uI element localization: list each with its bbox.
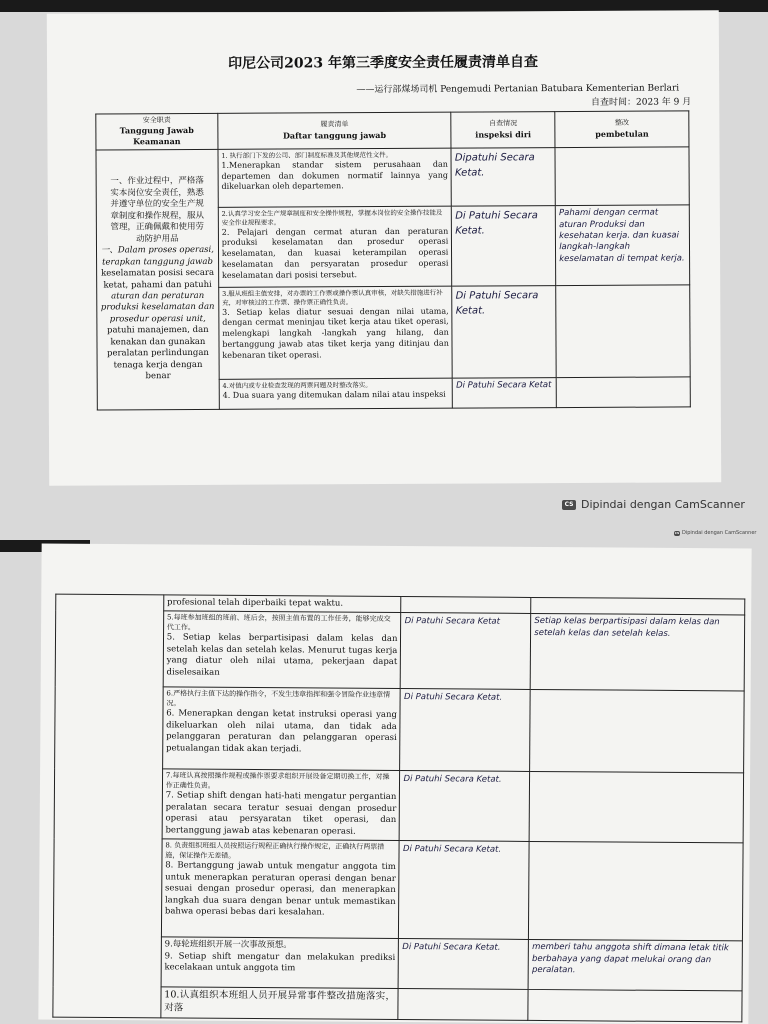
self-inspection-cell: Di Patuhi Secara Ketat.	[452, 286, 556, 379]
correction-cell	[556, 285, 690, 378]
self-inspection-cell: Di Patuhi Secara Ketat.	[399, 841, 529, 940]
task-cell: 10.认真组织本班组人员开展异常事件整改措施落实，对落	[161, 987, 399, 1019]
task-cell: 6.严格执行主值下达的操作指令，不发生违章指挥和强令冒险作业违章情况。 6. Menerapkan dengan ketat instruksi operasi yang dikeluarkan oleh nilai utama, dan tidak ada pelanggaran peraturan dan pelanggaran operasi petualangan tidak akan terjadi.	[162, 687, 400, 771]
correction-cell	[556, 377, 690, 408]
camscanner-icon: CS	[562, 500, 576, 510]
responsibility-table-continued	[52, 594, 745, 1023]
self-inspection-cell	[401, 597, 531, 614]
correction-cell	[529, 772, 743, 843]
self-inspection-cell: Di Patuhi Secara Ketat	[401, 613, 531, 690]
self-inspection-cell: Di Patuhi Secara Ketat.	[400, 771, 530, 842]
correction-cell	[555, 147, 689, 206]
task-cell: 7.每班认真按照操作规程或操作票要求组织开展设备定期切换工作，对操作正确性负责。 7. Setiap shift dengan hati-hati mengatur pergantian peralatan secara teratur sesuai dengan prosedur operasi atau persyaratan tiket operasi, dan bertanggung jawab atas kebenaran operasi.	[162, 769, 400, 840]
correction-cell: Setiap kelas berpartisipasi dalam kelas dan setelah kelas dan setelah kelas.	[530, 614, 744, 691]
self-inspection-cell: Di Patuhi Secara Ketat.	[400, 689, 530, 772]
document-title: 印尼公司2023 年第三季度安全责任履责清单自查	[228, 54, 538, 72]
correction-cell: memberi tahu anggota shift dimana letak titik berbahaya yang dapat melukai orang dan peralatan.	[528, 940, 742, 991]
task-cell: 8. 负责组织班组人员按照运行规程正确执行操作规定，正确执行两票措施，保证操作无差错。 8. Bertanggung jawab untuk mengatur anggota tim untuk menerapkan peraturan operasi dengan benar sesuai dengan prosedur operasi, dan menerapkan langkah dua suara dengan benar untuk memastikan bahwa operasi bebas dari kesalahan.	[161, 839, 399, 939]
responsibility-cell: 一、作业过程中，严格落 实本岗位安全责任，熟悉 并遵守单位的安全生产规 章制度和操作规程，服从 管理，正确佩戴和使用劳 动防护用品 一、Dalam proses operasi, terapkan tanggung jawab keselamatan posisi secara ketat, pahami dan patuhi aturan dan peraturan produksi keselamatan dan prosedur operasi unit, patuhi manajemen, dan kenakan dan gunakan peralatan perlindungan tenaga kerja dengan benar	[96, 149, 219, 410]
responsibility-cell	[53, 594, 164, 1018]
header-responsibility: 安全职责 Tanggung Jawab Keamanan	[96, 113, 218, 150]
self-inspection-cell: Di Patuhi Secara Ketat	[453, 378, 557, 409]
header-correction: 整改 pembetulan	[555, 111, 689, 148]
self-inspection-cell: Di Patuhi Secara Ketat.	[399, 939, 529, 990]
correction-cell: Pahami dengan cermat aturan Produksi dan kesehatan kerja. dan kuasai langkah-langkah keselamatan di tempat kerja.	[555, 205, 689, 286]
self-inspection-cell: Di Patuhi Secara Ketat.	[452, 206, 556, 287]
task-cell: 5.每班参加班组的班前、班后会，按照主值布置的工作任务，能够完成交代工作。 5. Setiap kelas berpartisipasi dalam kelas dan setelah kelas dan setelah kelas. Menurut tugas kerja yang diatur oleh nilai utama, pekerjaan dapat diselesaikan	[163, 611, 401, 689]
header-task-list: 履责清单 Daftar tanggung jawab	[218, 112, 452, 149]
self-inspection-cell: Dipatuhi Secara Ketat.	[451, 148, 555, 207]
document-subtitle: ——运行部煤场司机 Pengemudi Pertanian Batubara Kementerian Berlari	[356, 83, 680, 96]
correction-cell	[530, 690, 744, 773]
task-cell: 3.服从班组主值安排，对办票的工作票或操作票认真审核，对缺失措施进行补充，对审核过的工作票、操作票正确性负责。 3. Setiap kelas diatur sesuai dengan nilai utama, dengan cermat meninjau tiket kerja atau tiket operasi, melengkapi langkah -langkah yang hilang, dan bertanggung jawab atas tiket kerja yang ditinjau dan kebenaran tiket operasi.	[219, 286, 453, 379]
inspection-date: 自查时间：2023 年 9 月	[590, 97, 692, 108]
camscanner-icon: CS	[674, 531, 680, 535]
correction-cell	[529, 842, 743, 941]
task-cell: 4.对值内或专业检查发现的两票问题及时整改落实。 4. Dua suara yang ditemukan dalam nilai atau inspeksi	[219, 378, 453, 409]
responsibility-table	[95, 110, 691, 410]
task-cell: 1. 执行部门下发的公司、部门制度标准及其他规范性文件。 1.Menerapkan standar sistem perusahaan dan departemen dan dokumen normatif lainnya yang dikeluarkan oleh departemen.	[218, 148, 452, 207]
correction-cell	[531, 597, 745, 615]
correction-cell	[528, 990, 742, 1022]
self-inspection-cell	[398, 989, 528, 1021]
camscanner-watermark: CS Dipindai dengan CamScanner	[562, 498, 745, 511]
camscanner-watermark-small: CS Dipindai dengan CamScanner	[674, 530, 757, 536]
table-row	[96, 147, 689, 208]
document-page-2	[38, 544, 751, 1024]
header-self-inspection: 自查情况 inspeksi diri	[451, 112, 555, 149]
task-cell: 2.认真学习安全生产规章制度和安全操作规程，掌握本岗位的安全操作技能及安全作业规程要求。 2. Pelajari dengan cermat aturan dan peraturan produksi keselamatan dan prosedur operasi keselamatan, dan kuasai keterampilan operasi keselamatan dan persyaratan prosedur operasi keselamatan dari posisi tersebut.	[218, 206, 452, 287]
task-cell: 9.每轮班组织开展一次事故预想。 9. Setiap shift mengatur dan melakukan prediksi kecelakaan untuk anggota tim	[161, 937, 399, 989]
document-page-1	[47, 10, 721, 486]
table-header-row	[96, 111, 689, 150]
task-cell: profesional telah diperbaiki tepat waktu.	[163, 595, 401, 613]
